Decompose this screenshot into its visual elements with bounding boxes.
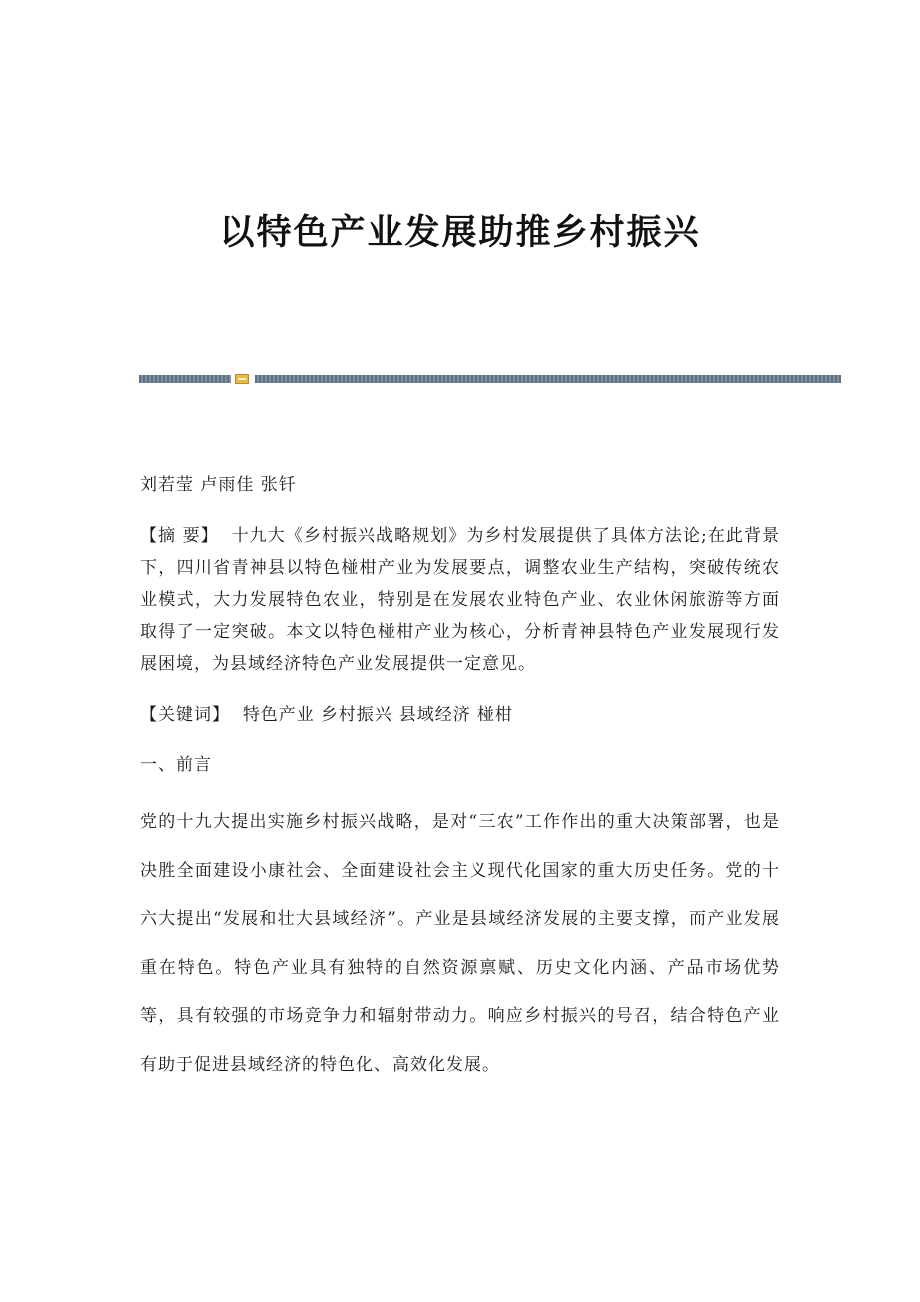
document-title: 以特色产业发展助推乡村振兴 bbox=[219, 213, 701, 253]
keywords-label: 【关键词】 bbox=[140, 705, 230, 725]
section-heading: 一、前言 bbox=[140, 755, 212, 775]
divider-emblem-icon bbox=[235, 374, 249, 384]
keyword-item: 县域经济 bbox=[398, 705, 471, 725]
title-divider bbox=[139, 374, 841, 384]
divider-bar-right bbox=[255, 375, 841, 383]
section-paragraph: 党的十九大提出实施乡村振兴战略，是对“三农”工作作出的重大决策部署，也是决胜全面建设小康社会、全面建设社会主义现代化国家的重大历史任务。党的十六大提出“发展和壮大县域经济”。产业是县域经济发展的主要支撑，而产业发展重在特色。特色产业具有独特的自然资源禀赋、历史文化内涵、产品市场优势等，具有较强的市场竞争力和辐射带动力。响应乡村振兴的号召，结合特色产业有助于促进县域经济的特色化、高效化发展。 bbox=[140, 812, 780, 1075]
keyword-item: 乡村振兴 bbox=[320, 705, 393, 725]
keyword-item: 特色产业 bbox=[242, 705, 315, 725]
abstract-text: 十九大《乡村振兴战略规划》为乡村发展提供了具体方法论;在此背景下，四川省青神县以特色椪柑产业为发展要点，调整农业生产结构，突破传统农业模式，大力发展特色农业，特别是在发展农业特色产业、农业休闲旅游等方面取得了一定突破。本文以特色椪柑产业为核心，分析青神县特色产业发展现行发展困境，为县域经济特色产业发展提供一定意见。 bbox=[140, 526, 780, 674]
abstract bbox=[140, 520, 780, 680]
divider-bar-left bbox=[139, 375, 231, 383]
keywords bbox=[140, 700, 780, 730]
abstract-label: 【摘 要】 bbox=[140, 526, 219, 546]
author-list: 刘若莹 卢雨佳 张钎 bbox=[140, 475, 297, 495]
document-body bbox=[140, 470, 780, 1089]
keyword-item: 椪柑 bbox=[476, 705, 513, 725]
